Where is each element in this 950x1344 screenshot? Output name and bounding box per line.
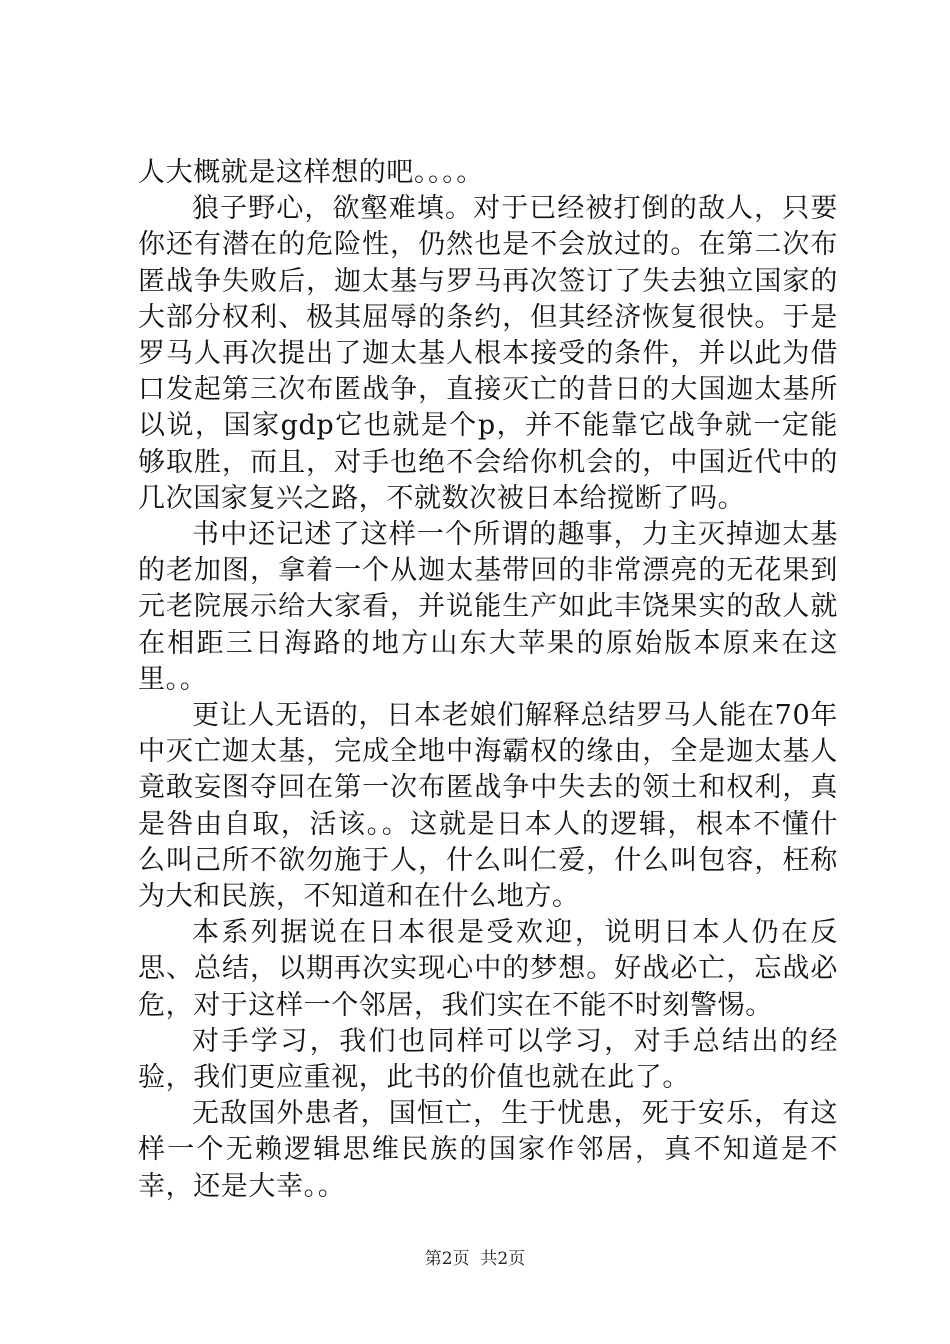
paragraph-3: 书中还记述了这样一个所谓的趣事，力主灭掉迦太基的老加图，拿着一个从迦太基带回的非常漂亮的无花果到元老院展示给大家看，并说能生产如此丰饶果实的敌人就在相距三日海路的地方山东大苹果的原始版本原来在这里。。: [138, 519, 838, 695]
paragraph-2: 狼子野心，欲壑难填。对于已经被打倒的敌人，只要你还有潜在的危险性，仍然也是不会放过的。在第二次布匿战争失败后，迦太基与罗马再次签订了失去独立国家的大部分权利、极其屈辱的条约，但其经济恢复很快。于是罗马人再次提出了迦太基人根本接受的条件，并以此为借口发起第三次布匿战争，直接灭亡的昔日的大国迦太基所以说，国家gdp它也就是个p，并不能靠它战争就一定能够取胜，而且，对手也绝不会给你机会的，中国近代中的几次国家复兴之路，不就数次被日本给搅断了吗。: [138, 193, 838, 514]
paragraph-4: 更让人无语的，日本老娘们解释总结罗马人能在70年中灭亡迦太基，完成全地中海霸权的缘由，全是迦太基人竟敢妄图夺回在第一次布匿战争中失去的领土和权利，真是咎由自取，活该。。这就是日本人的逻辑，根本不懂什么叫己所不欲勿施于人，什么叫仁爱，什么叫包容，枉称为大和民族，不知道和在什么地方。: [138, 700, 838, 913]
document-body: [138, 155, 838, 1205]
paragraph-1: 人大概就是这样想的吧。。。。: [138, 157, 484, 188]
page-footer: 第2页 共2页: [424, 1249, 526, 1269]
paragraph-6: 对手学习，我们也同样可以学习，对手总结出的经验，我们更应重视，此书的价值也就在此了。: [138, 1025, 838, 1094]
paragraph-7: 无敌国外患者，国恒亡，生于忧患，死于安乐，有这样一个无赖逻辑思维民族的国家作邻居，真不知道是不幸，还是大幸。。: [138, 1098, 838, 1202]
paragraph-5: 本系列据说在日本很是受欢迎，说明日本人仍在反思、总结，以期再次实现心中的梦想。好战必亡，忘战必危，对于这样一个邻居，我们实在不能不时刻警惕。: [138, 917, 838, 1021]
